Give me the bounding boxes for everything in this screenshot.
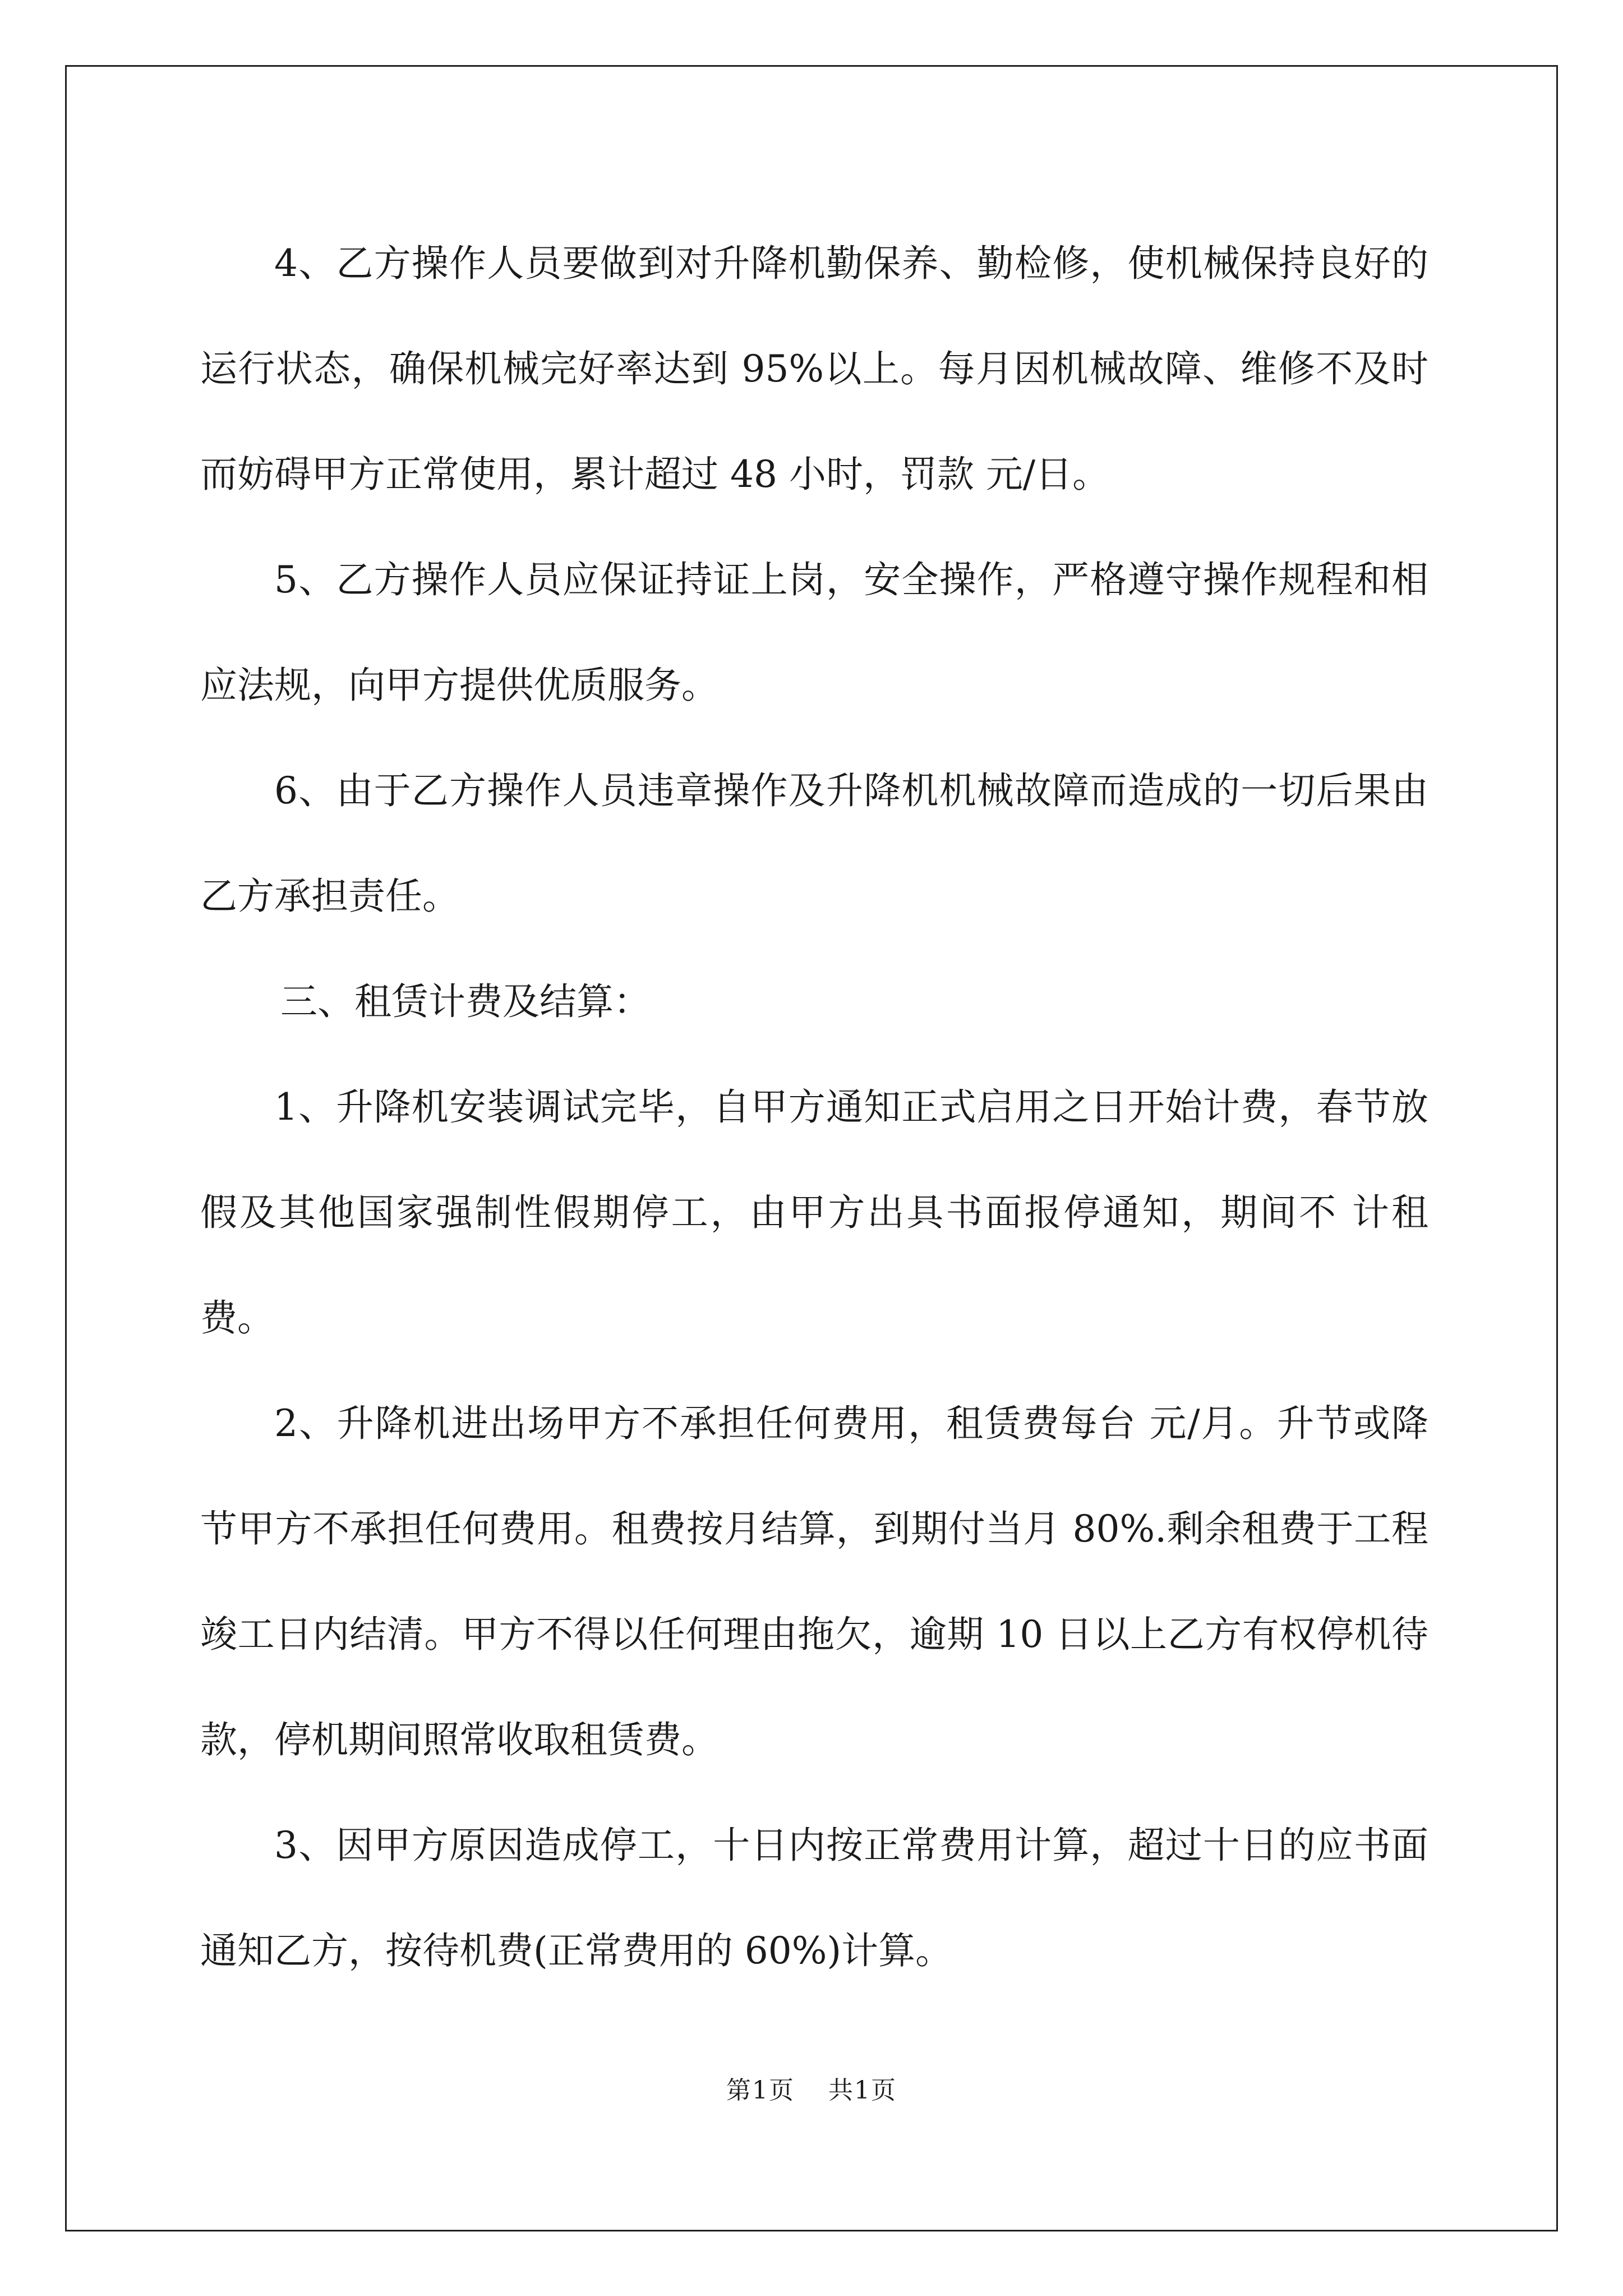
billing-clause-1-paragraph: 1、升降机安装调试完毕，自甲方通知正式启用之日开始计费，春节放假及其他国家强制性假期停工，由甲方出具书面报停通知，期间不 计租费。 bbox=[200, 1085, 1428, 1340]
billing-clause-3-paragraph: 3、因甲方原因造成停工，十日内按正常费用计算，超过十日的应书面通知乙方，按待机费(正常费用的 60%)计算。 bbox=[200, 1824, 1428, 1972]
clause-4-paragraph: 4、乙方操作人员要做到对升降机勤保养、勤检修，使机械保持良好的运行状态，确保机械完好率达到 95%以上。每月因机械故障、维修不及时而妨碍甲方正常使用，累计超过 48 小时，罚款 元/日。 bbox=[200, 242, 1428, 496]
clause-5-paragraph: 5、乙方操作人员应保证持证上岗，安全操作，严格遵守操作规程和相应法规，向甲方提供优质服务。 bbox=[200, 558, 1428, 707]
billing-clause-2-paragraph: 2、升降机进出场甲方不承担任何费用，租赁费每台 元/月。升节或降节甲方不承担任何费用。租费按月结算，到期付当月 80%.剩余租费于工程竣工日内结清。甲方不得以任何理由拖欠，逾期 10 日以上乙方有权停机待款，停机期间照常收取租赁费。 bbox=[200, 1402, 1428, 1761]
document-body bbox=[200, 211, 1428, 2004]
section-heading: 三、租赁计费及结算： bbox=[280, 980, 651, 1023]
clause-6-paragraph: 6、由于乙方操作人员违章操作及升降机机械故障而造成的一切后果由乙方承担责任。 bbox=[200, 769, 1428, 918]
page-total: 共1页 bbox=[828, 2076, 897, 2105]
page-footer bbox=[0, 2070, 1623, 2106]
page-number: 第1页 bbox=[726, 2076, 795, 2105]
